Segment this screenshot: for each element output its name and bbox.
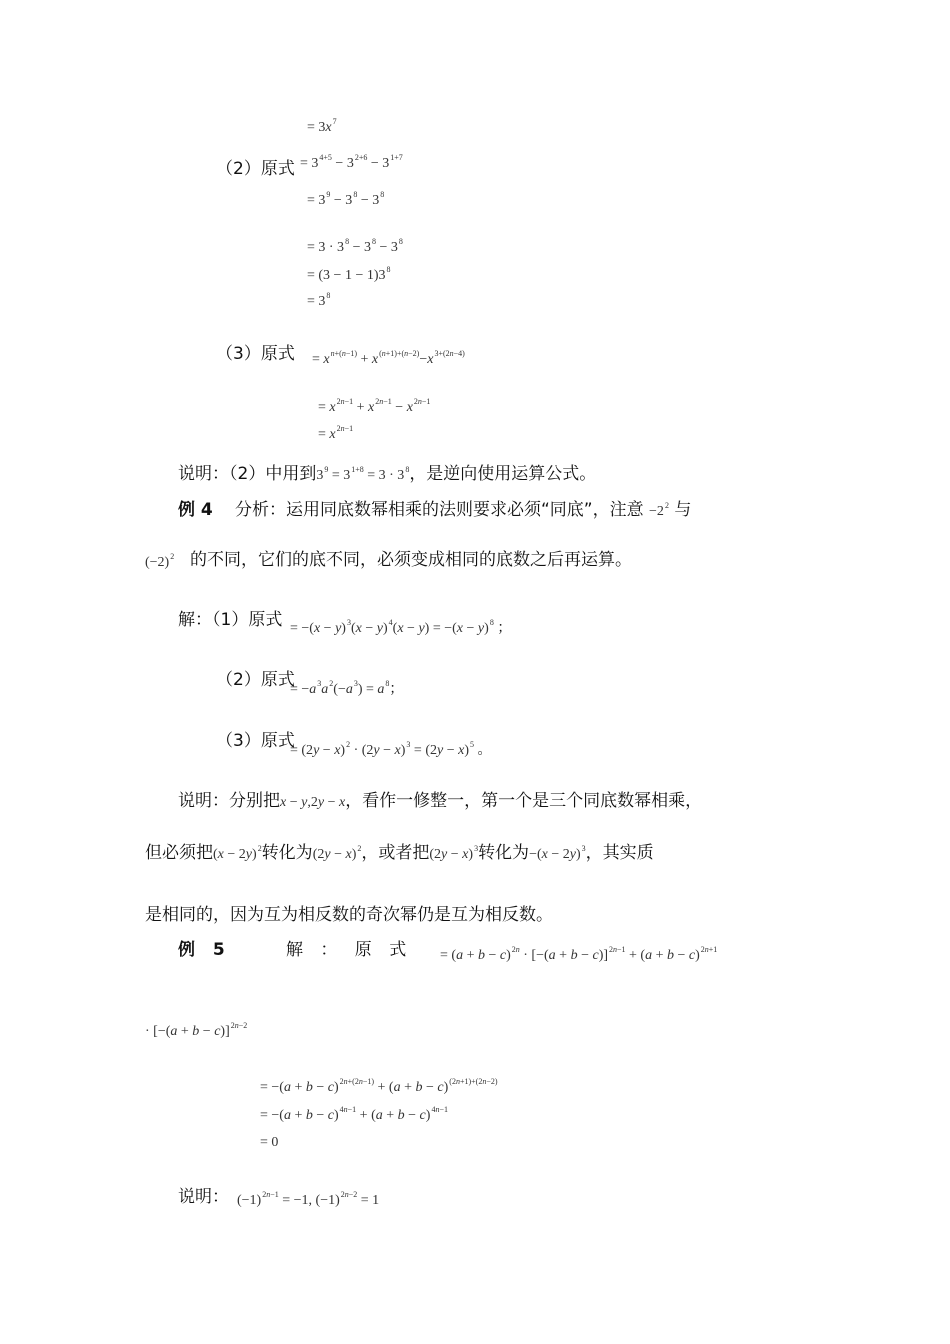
example-5-line-5: = 0 [260,1135,279,1150]
solution-3-label: （3）原式 [216,731,295,751]
example-5-line-4: = $-(a + b - c)^{4n-1} + (a + b - c)^{4n-1}$ [260,1105,448,1123]
semicolon-2: ； [389,681,404,697]
note-1 [178,459,596,484]
note-1-text-b: ，是逆向使用运算公式。 [409,464,597,484]
example-4-text-2: 的不同，它们的底不同，必须变成相同的底数之后再运算。 [190,550,632,570]
part-3-label: （3）原式 [216,344,295,364]
example-4-and: 与 [674,500,692,520]
eq-2-line-4: = $(3 - 1 - 1)3^8$ [307,265,391,283]
note-2-line-1 [178,786,702,811]
note-3-formula: $(-1)^{2n-1} = -1$, $(-1)^{2n-2} = 1$ [237,1190,380,1208]
note-2-text-c: 但必须把 [145,843,213,863]
note-2-text-g: ，其实质 [585,843,654,863]
solution-2-label: （2）原式 [216,670,295,690]
note-1-text-a: 说明：（2）中用到 [178,464,317,484]
eq-2-line-3: = $3 \cdot 3^8 - 3^8 - 3^8$ [307,237,403,255]
note-2-formula-c: $(2y - x)^2$ [312,844,362,862]
eq-2-line-1: = $3^{4+5} - 3^{2+6} - 3^{1+7}$ [300,153,403,171]
note-2-formula-a: x − y,2y − x [280,795,346,810]
example-5-line-1: = $(a + b - c)^{2n} \cdot [-(a + b - c)]^{2n-1} + (a + b - c)^{2n+1}$ [440,945,718,963]
note-2-text-d: 转化为 [261,843,313,863]
eq-3-line-2: = $x^{2n-1} + x^{2n-1} - x^{2n-1}$ [318,397,431,415]
example-4-text: 分析：运用同底数幂相乘的法则要求必须“同底”，注意 [235,500,644,520]
note-2-text-b: ，看作一修整一，第一个是三个同底数幂相乘， [345,791,703,811]
example-4-formula-a: $-2^2$ [649,501,669,519]
semicolon-1: ； [497,620,512,636]
eq-3-line-3: = $x^{2n-1}$ [318,424,354,442]
note-2-formula-d: $(2y - x)^3$ [429,844,479,862]
note-2-formula-b: $(x - 2y)^2$ [213,844,262,862]
note-3-label: 说明： [178,1187,229,1207]
example-4-analysis [235,495,691,520]
eq-3-line-1: = $x^{n+(n-1)} + x^{(n+1)+(n-2)}-x^{3+(2n-4)}$ [312,349,465,367]
solution-2-formula: = $-a^3a^2(-a^3) = a^8$； [290,679,404,697]
example-5-line-2: · $[-(a + b - c)]^{2n-2}$ [145,1021,248,1039]
eq-line-1: = $3x^7$ [307,117,337,135]
note-2-line-2 [145,838,654,863]
note-2-text-e: ，或者把 [361,843,430,863]
note-2-formula-e: $-(x - 2y)^3$ [529,844,586,862]
eq-2-line-5: = $3^8$ [307,291,331,309]
example-5-label: 例 5 [178,940,231,960]
eq-2-line-2: = $3^9 - 3^8 - 3^8$ [307,190,385,208]
example-4-label: 例 4 [178,500,213,520]
example-5-line-3: = $-(a + b - c)^{2n+(2n-1)} + (a + b - c)^{(2n+1)+(2n-2)}$ [260,1077,498,1095]
note-2-text-f: 转化为 [478,843,530,863]
note-2-text-a: 说明：分别把 [178,791,280,811]
note-1-formula: $3^9 = 3^{1+8} = 3 \cdot 3^8$ [316,465,410,483]
solution-3-formula: = $(2y - x)^2 \cdot (2y - x)^3 = (2y - x)^5$ 。 [290,740,492,758]
example-4-formula-b: $(-2)^2$ [145,552,175,570]
note-2-line-3: 是相同的，因为互为相反数的奇次幂仍是互为相反数。 [145,905,553,925]
solution-1-label: 解：（1）原式 [178,610,283,630]
example-5-solution-label: 解 ： 原 式 [286,940,413,960]
period-1: 。 [477,742,492,758]
solution-1-formula: = $-(x - y)^3(x - y)^4(x - y) = -(x - y)^8$ ； [290,618,512,636]
part-2-label: （2）原式 [216,159,295,179]
